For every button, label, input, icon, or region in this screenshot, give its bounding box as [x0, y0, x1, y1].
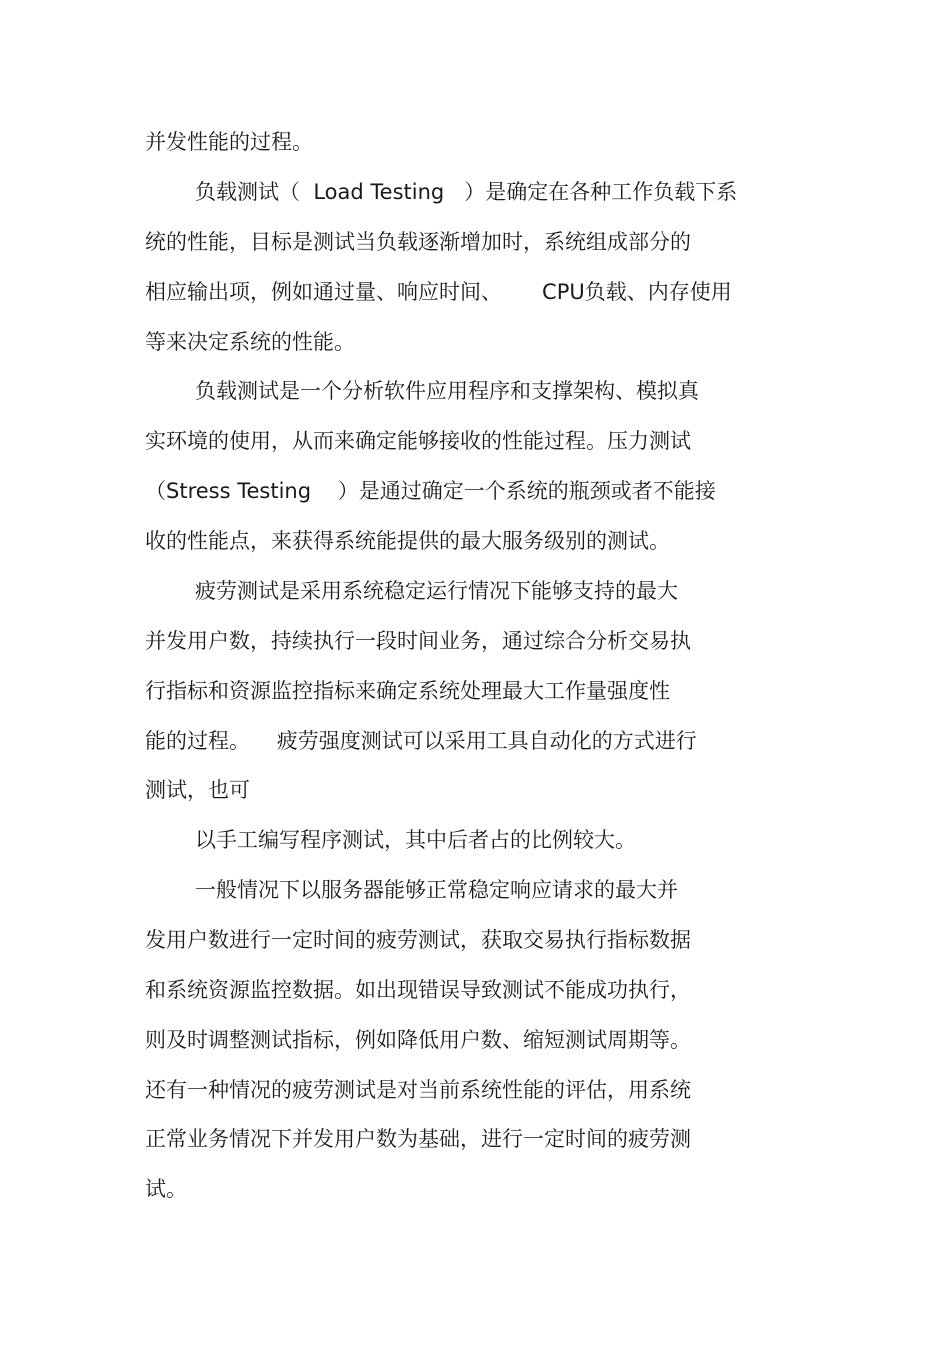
text-line: 以手工编写程序测试，其中后者占的比例较大。 — [195, 828, 636, 852]
text-line: 负载测试（ Load Testing ）是确定在各种工作负载下系 — [195, 180, 738, 204]
text-line: 测试，也可 — [145, 778, 250, 802]
text-line: 还有一种情况的疲劳测试是对当前系统性能的评估，用系统 — [145, 1078, 691, 1102]
text-line: 负载测试是一个分析软件应用程序和支撑架构、模拟真 — [195, 379, 699, 403]
text-line: 一般情况下以服务器能够正常稳定响应请求的最大并 — [195, 878, 678, 902]
text-line: 收的性能点，来获得系统能提供的最大服务级别的测试。 — [145, 529, 670, 553]
text-line: 等来决定系统的性能。 — [145, 330, 355, 354]
text-line: 相应输出项，例如通过量、响应时间、 CPU负载、内存使用 — [145, 280, 732, 304]
text-line: 统的性能，目标是测试当负载逐渐增加时，系统组成部分的 — [145, 230, 691, 254]
text-line: 发用户数进行一定时间的疲劳测试，获取交易执行指标数据 — [145, 928, 691, 952]
text-line: 能的过程。 疲劳强度测试可以采用工具自动化的方式进行 — [145, 729, 697, 753]
text-line: 则及时调整测试指标，例如降低用户数、缩短测试周期等。 — [145, 1028, 691, 1052]
text-line: 疲劳测试是采用系统稳定运行情况下能够支持的最大 — [195, 579, 678, 603]
text-line: 实环境的使用，从而来确定能够接收的性能过程。压力测试 — [145, 429, 691, 453]
text-line: 行指标和资源监控指标来确定系统处理最大工作量强度性 — [145, 679, 670, 703]
text-line: 和系统资源监控数据。如出现错误导致测试不能成功执行， — [145, 978, 691, 1002]
text-line: 并发用户数，持续执行一段时间业务，通过综合分析交易执 — [145, 629, 691, 653]
text-line: （Stress Testing ）是通过确定一个系统的瓶颈或者不能接 — [145, 479, 716, 503]
text-line: 试。 — [145, 1177, 187, 1201]
text-line: 正常业务情况下并发用户数为基础，进行一定时间的疲劳测 — [145, 1127, 691, 1151]
text-line: 并发性能的过程。 — [145, 130, 313, 154]
